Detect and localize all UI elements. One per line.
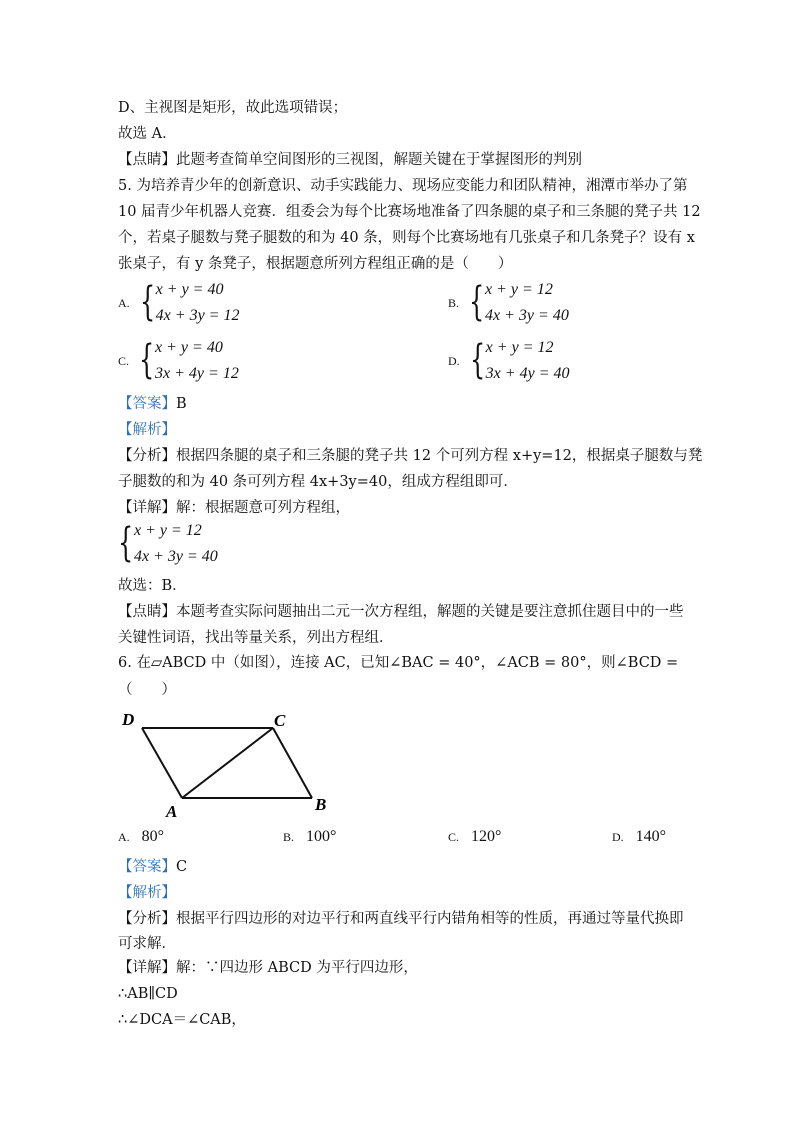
option-value: 100° bbox=[306, 828, 337, 845]
answer-line bbox=[118, 394, 187, 414]
equation-system bbox=[469, 279, 569, 327]
dianjing-line bbox=[118, 602, 684, 622]
equation-system bbox=[140, 279, 240, 327]
question-6-line: （ ） bbox=[118, 682, 176, 698]
fenxi-text: 根据四条腿的桌子和三条腿的凳子共 12 个可列方程 x+y=12，根据桌子腿数与凳 bbox=[176, 448, 703, 464]
fenxi-line: 可求解． bbox=[118, 936, 176, 952]
xiangjie-text: 解：根据题意可列方程组， bbox=[176, 500, 350, 516]
equation: 3x + 4y = 12 bbox=[155, 365, 239, 382]
option-letter: A. bbox=[118, 829, 130, 844]
brace-icon: { bbox=[139, 279, 155, 325]
option-b bbox=[283, 828, 336, 846]
equation-system bbox=[139, 337, 239, 385]
question-5-line: 10 届青少年机器人竞赛．组委会为每个比赛场地准备了四条腿的桌子和三条腿的凳子共 12 bbox=[118, 204, 701, 220]
question-5-line: 5. 为培养青少年的创新意识、动手实践能力、现场应变能力和团队精神，湘潭市举办了第 bbox=[118, 178, 688, 194]
option-letter: B. bbox=[283, 829, 295, 844]
dianjing-text: 此题考查简单空间图形的三视图，解题关键在于掌握图形的判别 bbox=[176, 152, 582, 168]
solution-system bbox=[118, 520, 218, 568]
answer-line bbox=[118, 857, 187, 877]
dianjing-line bbox=[118, 150, 582, 170]
xiangjie-line bbox=[118, 958, 418, 978]
equation: 4x + 3y = 12 bbox=[155, 307, 240, 324]
vertex-label-d: D bbox=[122, 710, 135, 729]
analysis-tag: 【解析】 bbox=[118, 885, 176, 901]
option-c bbox=[118, 337, 239, 385]
question-5-line: 张桌子，有 y 条凳子，根据题意所列方程组正确的是（ ） bbox=[118, 256, 513, 272]
dianjing-tag: 【点睛】 bbox=[118, 152, 176, 168]
equation: 4x + 3y = 40 bbox=[485, 307, 569, 324]
option-a bbox=[118, 279, 239, 327]
equation: 3x + 4y = 40 bbox=[485, 365, 570, 382]
proof-step: ∴AB∥CD bbox=[118, 986, 178, 1002]
fenxi-line bbox=[118, 446, 702, 466]
fenxi-line bbox=[118, 909, 684, 929]
option-d bbox=[612, 828, 666, 846]
answer-value: C bbox=[176, 859, 188, 875]
option-c bbox=[448, 828, 501, 846]
option-letter: A. bbox=[118, 295, 130, 310]
question-5-line: 个，若桌子腿数与凳子腿数的和为 40 条，则每个比赛场地有几张桌子和几条凳子？设有 x bbox=[118, 230, 695, 246]
xiangjie-text: 解：∵四边形 ABCD 为平行四边形， bbox=[176, 960, 418, 976]
option-letter: C. bbox=[448, 829, 460, 844]
option-a bbox=[118, 828, 164, 846]
segment-da bbox=[142, 728, 182, 798]
analysis-tag: 【解析】 bbox=[118, 422, 176, 438]
brace-icon: { bbox=[118, 520, 134, 566]
vertex-label-c: C bbox=[274, 711, 286, 730]
brace-icon: { bbox=[469, 337, 485, 383]
equation-system bbox=[470, 337, 570, 385]
dianjing-line: 关键性词语，找出等量关系，列出方程组． bbox=[118, 630, 394, 646]
option-letter: C. bbox=[118, 353, 130, 368]
vertex-label-a: A bbox=[166, 802, 178, 820]
equation: x + y = 40 bbox=[155, 281, 224, 298]
equation: x + y = 12 bbox=[485, 339, 554, 356]
equation: 4x + 3y = 40 bbox=[134, 548, 218, 565]
option-letter: D. bbox=[612, 829, 624, 844]
fenxi-tag: 【分析】 bbox=[118, 911, 176, 927]
dianjing-text: 本题考查实际问题抽出二元一次方程组，解题的关键是要注意抓住题目中的一些 bbox=[176, 604, 684, 620]
option-value: 120° bbox=[471, 828, 502, 845]
option-letter: D. bbox=[448, 353, 460, 368]
equation-system bbox=[118, 520, 218, 568]
vertex-label-b: B bbox=[315, 795, 327, 814]
dianjing-tag: 【点睛】 bbox=[118, 604, 176, 620]
fenxi-text: 根据平行四边形的对边平行和两直线平行内错角相等的性质，再通过等量代换即 bbox=[176, 911, 684, 927]
xiangjie-tag: 【详解】 bbox=[118, 960, 176, 976]
brace-icon: { bbox=[139, 337, 155, 383]
xiangjie-tag: 【详解】 bbox=[118, 500, 176, 516]
choose-line: 故选：B． bbox=[118, 578, 187, 594]
proof-step: ∴∠DCA＝∠CAB， bbox=[118, 1012, 246, 1028]
text-line: D、主视图是矩形，故此选项错误； bbox=[118, 100, 348, 116]
brace-icon: { bbox=[469, 279, 485, 325]
question-6-line: 6. 在▱ABCD 中（如图），连接 AC，已知∠BAC = 40°，∠ACB = 80°，则∠BCD = bbox=[118, 655, 679, 671]
fenxi-tag: 【分析】 bbox=[118, 448, 176, 464]
fenxi-line: 子腿数的和为 40 条可列方程 4x+3y=40，组成方程组即可． bbox=[118, 474, 518, 490]
segment-cb bbox=[273, 728, 312, 798]
option-value: 140° bbox=[635, 828, 667, 845]
answer-tag: 【答案】 bbox=[118, 859, 176, 875]
xiangjie-line bbox=[118, 498, 350, 518]
parallelogram-figure bbox=[118, 705, 348, 820]
option-b bbox=[448, 279, 569, 327]
equation: x + y = 12 bbox=[134, 522, 202, 539]
equation: x + y = 40 bbox=[155, 339, 223, 356]
equation: x + y = 12 bbox=[485, 281, 553, 298]
answer-value: B bbox=[176, 396, 187, 412]
option-d bbox=[448, 337, 569, 385]
option-value: 80° bbox=[141, 828, 165, 845]
answer-tag: 【答案】 bbox=[118, 396, 176, 412]
option-letter: B. bbox=[448, 295, 460, 310]
text-line: 故选 A． bbox=[118, 126, 177, 142]
segment-ac bbox=[182, 728, 273, 798]
